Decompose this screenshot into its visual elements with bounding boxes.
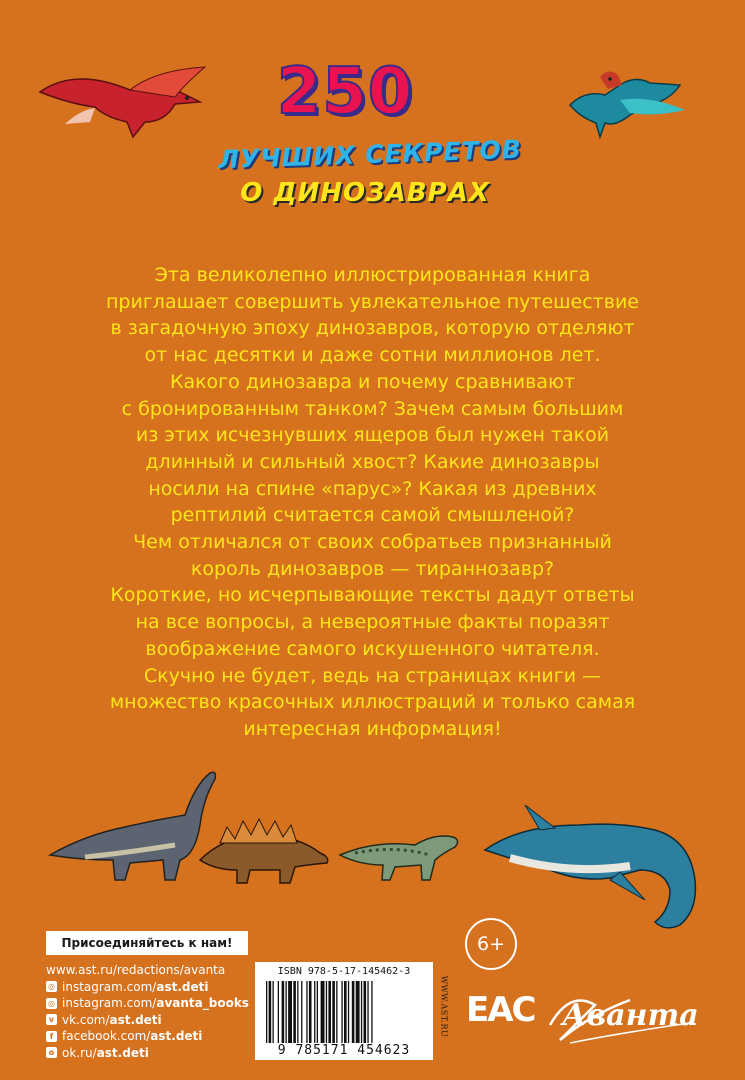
description-line: с бронированным танком? Зачем самым большим — [121, 397, 624, 420]
age-rating-badge: 6+ — [465, 918, 517, 970]
eac-mark: EAC — [466, 990, 535, 1030]
description-line: в загадочную эпоху динозавров, которую отделяют — [110, 317, 635, 340]
description-line: рептилий считается самой смышленой? — [170, 504, 575, 527]
facebook-icon: f — [46, 1031, 57, 1042]
website-vertical — [436, 962, 450, 1058]
publisher-logo — [540, 985, 700, 1055]
link-handle: ast.deti — [109, 1012, 162, 1027]
social-link[interactable] — [46, 962, 276, 979]
book-description — [40, 262, 705, 743]
join-us-label: Присоединяйтесь к нам! — [46, 931, 248, 955]
instagram-icon: ◎ — [46, 998, 57, 1009]
link-prefix: ok.ru/ — [62, 1045, 97, 1060]
description-line: на все вопросы, а невероятные факты поразят — [135, 611, 610, 634]
description-line: воображение самого искушенного читателя. — [145, 637, 600, 660]
stegosaurus-illustration — [195, 815, 335, 885]
description-line: из этих исчезнувших ящеров был нужен такой — [135, 424, 610, 447]
social-link[interactable] — [46, 979, 276, 996]
barcode-icon — [266, 981, 422, 1043]
link-text: www.ast.ru/redactions/avanta — [46, 963, 226, 978]
sauropod-illustration — [45, 765, 220, 885]
description-line: Скучно не будет, ведь на страницах книги — — [143, 664, 602, 687]
description-line: интересная информация! — [243, 717, 502, 740]
description-line: приглашает совершить увлекательное путешествие — [105, 290, 639, 313]
description-line: Эта великолепно иллюстрированная книга — [154, 264, 591, 286]
description-line: длинный и сильный хвост? Какие динозавры — [145, 450, 600, 473]
description-line: Чем отличался от своих собратьев признанный — [133, 531, 612, 554]
link-prefix: vk.com/ — [62, 1012, 110, 1027]
title-line-1: ЛУЧШИХ СЕКРЕТОВ — [217, 134, 523, 175]
ean-digits: 9 785171 454623 — [277, 1043, 411, 1058]
link-handle: avanta_books — [156, 996, 249, 1011]
social-link[interactable] — [46, 995, 276, 1012]
pterosaur-illustration — [35, 62, 220, 142]
website-vertical-text: WWW.AST.RU — [439, 975, 449, 1038]
social-link[interactable] — [46, 1012, 276, 1029]
vk-icon: v — [46, 1014, 57, 1025]
isbn-text: ISBN 978-5-17-145462-3 — [277, 966, 411, 977]
description-line: от нас десятки и даже сотни миллионов лет. — [144, 344, 601, 367]
publisher-name: Аванта — [562, 998, 699, 1033]
plesiosaur-illustration — [480, 800, 705, 935]
link-handle: ast.deti — [150, 1029, 203, 1044]
link-prefix: facebook.com/ — [62, 1029, 151, 1044]
social-link[interactable] — [46, 1045, 276, 1062]
description-line: Какого динозавра и почему сравнивают — [169, 370, 576, 393]
description-line: Короткие, но исчерпывающие тексты дадут ответы — [110, 584, 635, 607]
link-prefix: instagram.com/ — [62, 996, 157, 1011]
description-line: король динозавров — тираннозавр? — [190, 557, 555, 580]
instagram-icon: ◎ — [46, 981, 57, 992]
archaeopteryx-illustration — [560, 65, 690, 145]
ok-icon: o — [46, 1047, 57, 1058]
description-line: носили на спине «парус»? Какая из древних — [148, 477, 597, 500]
social-links — [46, 962, 276, 1061]
title-number: 250 — [276, 55, 414, 129]
title-line-2: О ДИНОЗАВРАХ — [240, 178, 490, 208]
ornithopod-illustration — [335, 825, 465, 885]
link-prefix: instagram.com/ — [62, 979, 157, 994]
link-handle: ast.deti — [156, 979, 209, 994]
barcode-block — [255, 962, 433, 1060]
link-handle: ast.deti — [96, 1045, 149, 1060]
description-line: множество красочных иллюстраций и только самая — [109, 691, 636, 714]
social-link[interactable] — [46, 1028, 276, 1045]
